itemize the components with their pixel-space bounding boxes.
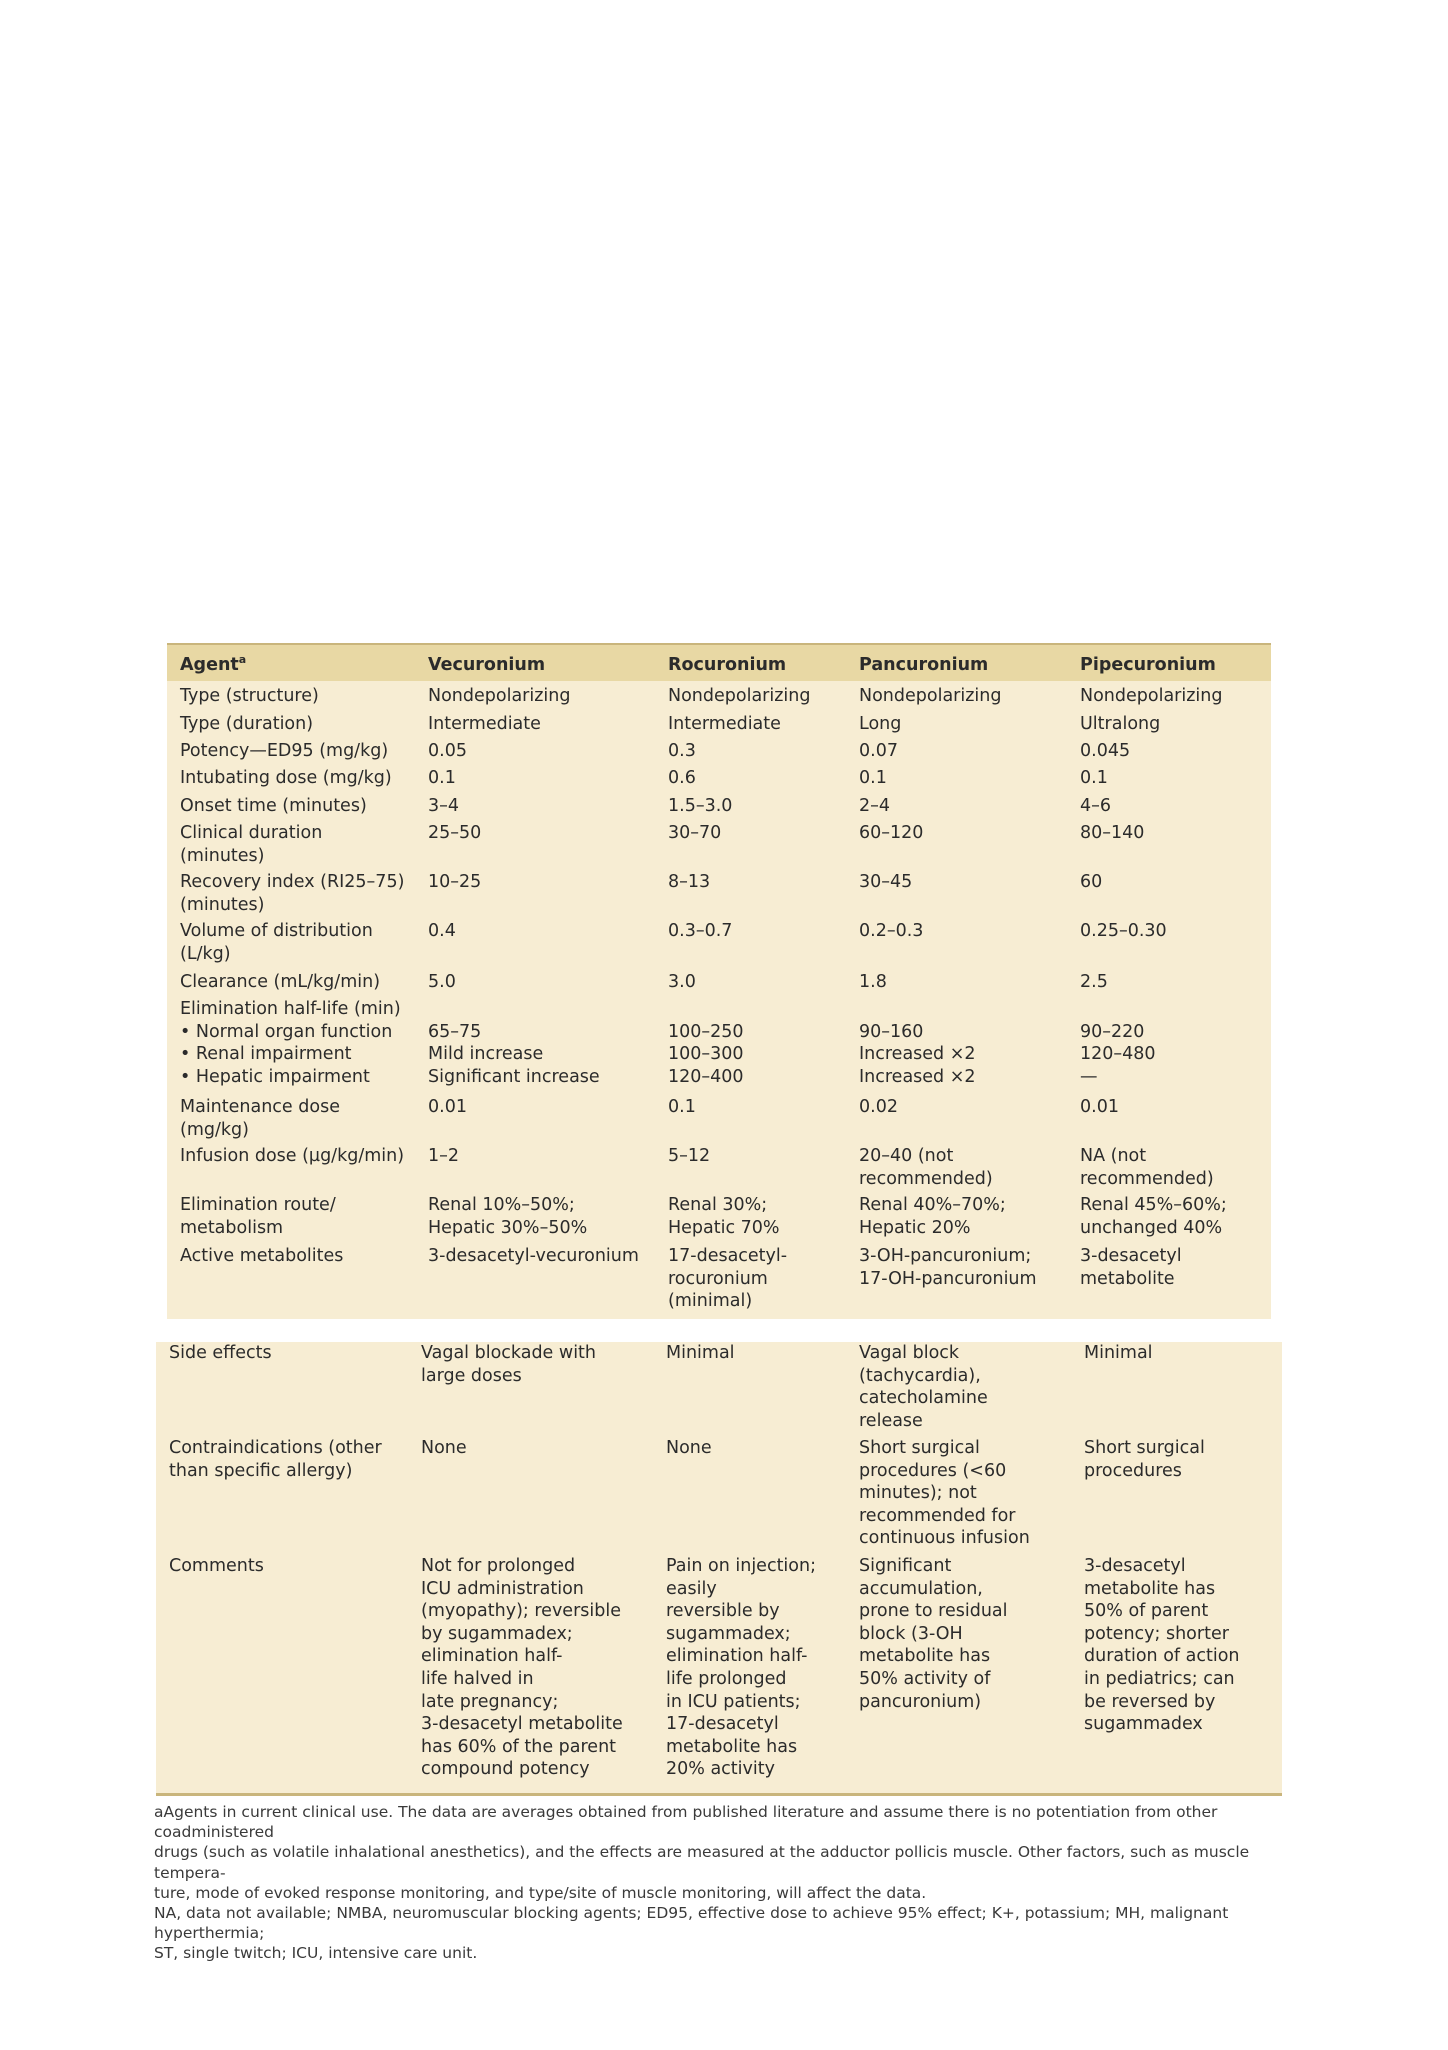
table-cell: Renal 45%–60%; unchanged 40% [1080,1195,1227,1238]
table-cell: 0.3–0.7 [668,921,733,941]
header-vecuronium: Vecuronium [428,655,546,675]
row-label: Volume of distribution (L/kg) [180,921,373,964]
table-cell: 60 [1080,872,1103,892]
table-cell: 3-desacetyl-vecuronium [428,1246,639,1266]
table-cell: Nondepolarizing [428,686,571,706]
table-cell: 8–13 [668,872,711,892]
header-agent: Agent$^a$ [180,653,247,675]
table-cell: Nondepolarizing [1080,686,1223,706]
table-cell: NA (not recommended) [1080,1146,1214,1189]
table-cell: 0.1 [859,768,887,788]
table-cell: 1.5–3.0 [668,796,733,816]
table-cell: 65–75 Mild increase Significant increase [428,1021,600,1087]
drug-table-top [167,643,1271,1319]
table-cell: 90–160 Increased ×2 Increased ×2 [859,1021,976,1087]
row-label: Comments [169,1556,264,1576]
table-cell: 30–45 [859,872,913,892]
table-header-row [167,645,1271,681]
table-cell: 0.05 [428,741,467,761]
table-cell: 1.8 [859,972,887,992]
table-cell: Minimal [666,1343,735,1363]
header-pipecuronium: Pipecuronium [1080,655,1216,675]
header-pancuronium: Pancuronium [859,655,989,675]
footnote-a: aAgents in current clinical use. The data are averages obtained from published literature and assume there is no potentiation from other coadministered drugs (such as volatile inhalational anesthetics), and the effects are measured at the adductor pollicis muscle. Other factors, such as muscle tempera- ture, mode of evoked response monitoring, and type/site of muscle monitoring, will affect the data. [154,1803,1250,1902]
table-cell: Nondepolarizing [859,686,1002,706]
row-label: Recovery index (RI25–75) (minutes) [180,872,405,915]
table-cell: 0.25–0.30 [1080,921,1167,941]
row-label: Elimination half-life (min) • Normal organ function • Renal impairment • Hepatic impairment [180,999,401,1087]
table-cell: Intermediate [668,714,781,734]
table-cell: Renal 30%; Hepatic 70% [668,1195,780,1238]
table-cell: 2–4 [859,796,891,816]
header-rocuronium: Rocuronium [668,655,787,675]
table-cell: 0.01 [1080,1097,1119,1117]
table-cell: Renal 40%–70%; Hepatic 20% [859,1195,1006,1238]
row-label: Side effects [169,1343,272,1363]
row-label: Elimination route/ metabolism [180,1195,336,1238]
table-footnotes [154,1802,1294,1964]
table-cell: Nondepolarizing [668,686,811,706]
table-cell: 0.045 [1080,741,1131,761]
table-cell: 0.1 [1080,768,1108,788]
row-label: Active metabolites [180,1246,344,1266]
row-label: Contraindications (other than specific allergy) [169,1438,382,1481]
table-cell: Vagal block (tachycardia), catecholamine release [859,1343,988,1431]
table-cell: Ultralong [1080,714,1161,734]
table-cell: 4–6 [1080,796,1112,816]
table-cell: 0.07 [859,741,898,761]
table-cell: 25–50 [428,823,482,843]
table-cell: 3-OH-pancuronium; 17-OH-pancuronium [859,1246,1037,1289]
table-cell: 3-desacetyl metabolite has 50% of parent potency; shorter duration of action in pediatrics; can be reversed by sugammadex [1084,1556,1240,1735]
table-cell: 2.5 [1080,972,1108,992]
table-cell: Long [859,714,902,734]
table-cell: 0.1 [428,768,456,788]
table-cell: Intermediate [428,714,541,734]
table-cell: Vagal blockade with large doses [421,1343,597,1386]
table-cell: None [421,1438,467,1458]
row-label: Intubating dose (mg/kg) [180,768,392,788]
table-cell: 0.4 [428,921,456,941]
table-cell: 10–25 [428,872,482,892]
table-cell: Pain on injection; easily reversible by sugammadex; elimination half- life prolonged in ICU patients; 17-desacetyl metabolite has 20% activity [666,1556,816,1780]
row-label: Clinical duration (minutes) [180,823,323,866]
footnote-abbreviations: NA, data not available; NMBA, neuromuscular blocking agents; ED95, effective dose to achieve 95% effect; K+, potassium; MH, malignant hyperthermia; ST, single twitch; ICU, intensive care unit. [154,1904,1229,1963]
table-cell: 80–140 [1080,823,1145,843]
table-cell: 5.0 [428,972,456,992]
table-cell: 0.02 [859,1097,898,1117]
table-cell: Significant accumulation, prone to residual block (3-OH metabolite has 50% activity of pancuronium) [859,1556,1008,1712]
table-cell: 20–40 (not recommended) [859,1146,993,1189]
row-label: Infusion dose (µg/kg/min) [180,1146,405,1166]
row-label: Type (duration) [180,714,314,734]
row-label: Clearance (mL/kg/min) [180,972,381,992]
table-cell: 90–220 120–480 — [1080,1021,1156,1087]
table-cell: 30–70 [668,823,722,843]
table-cell: 100–250 100–300 120–400 [668,1021,744,1087]
table-cell: 0.3 [668,741,696,761]
table-cell: 0.2–0.3 [859,921,924,941]
drug-table-bottom [156,1342,1282,1796]
table-cell: Renal 10%–50%; Hepatic 30%–50% [428,1195,588,1238]
table-cell: Short surgical procedures [1084,1438,1205,1481]
row-label: Type (structure) [180,686,319,706]
table-cell: Short surgical procedures (<60 minutes); not recommended for continuous infusion [859,1438,1030,1549]
table-cell: 3.0 [668,972,696,992]
table-cell: 60–120 [859,823,924,843]
table-cell: 3-desacetyl metabolite [1080,1246,1182,1289]
table-cell: Not for prolonged ICU administration (myopathy); reversible by sugammadex; elimination half- life halved in late pregnancy; 3-desacetyl metabolite has 60% of the parent compound potency [421,1556,623,1780]
table-cell: 5–12 [668,1146,711,1166]
table-cell: 17-desacetyl- rocuronium (minimal) [668,1246,788,1312]
table-cell: Minimal [1084,1343,1153,1363]
row-label: Maintenance dose (mg/kg) [180,1097,340,1140]
table-cell: 3–4 [428,796,460,816]
row-label: Potency—ED95 (mg/kg) [180,741,389,761]
row-label: Onset time (minutes) [180,796,367,816]
table-cell: 1–2 [428,1146,460,1166]
table-cell: 0.1 [668,1097,696,1117]
table-cell: 0.6 [668,768,696,788]
table-cell: None [666,1438,712,1458]
table-cell: 0.01 [428,1097,467,1117]
